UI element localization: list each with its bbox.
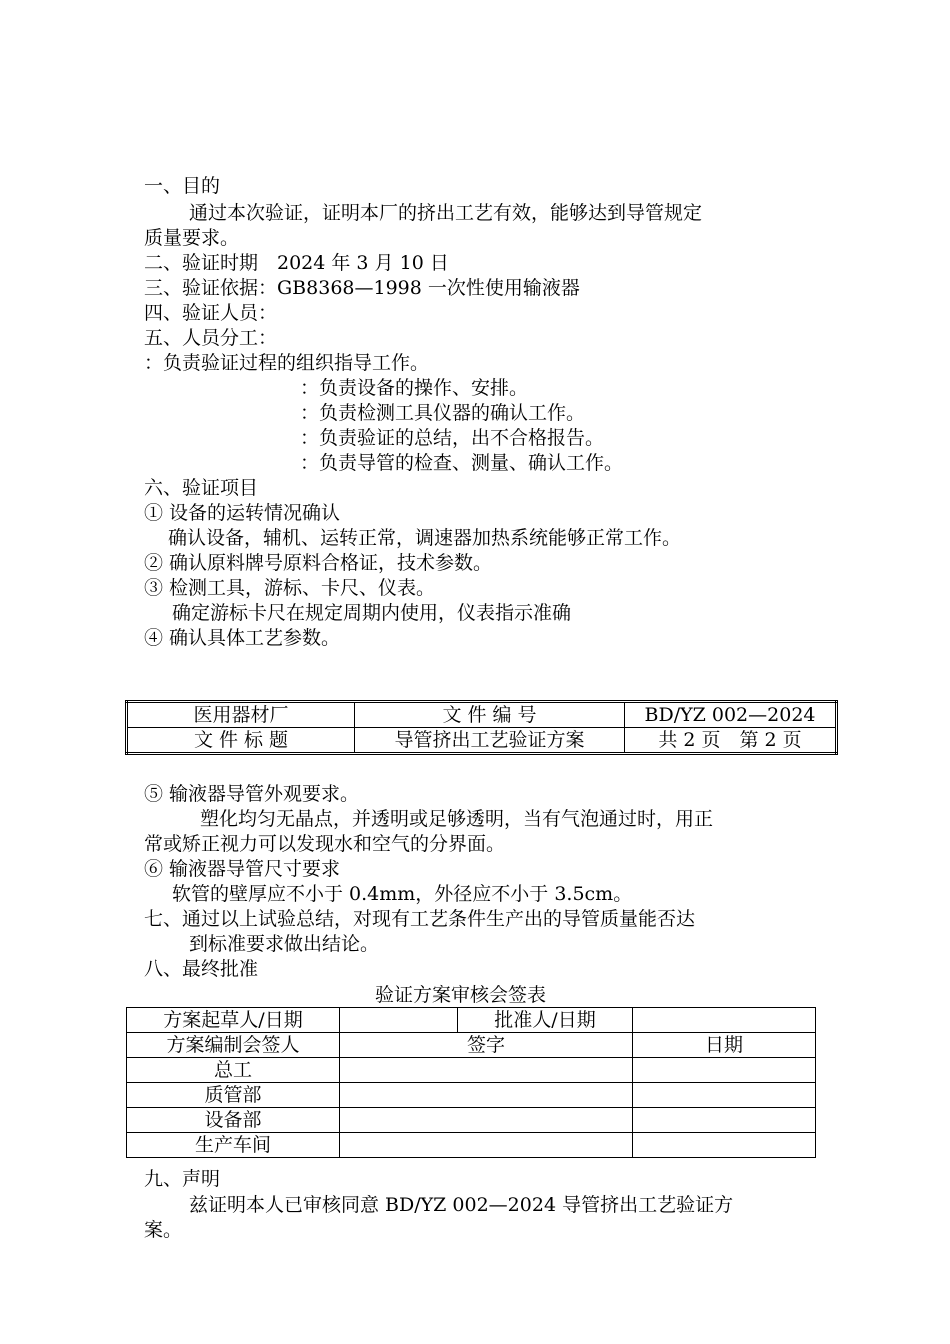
table-row [127,1058,816,1083]
dept-name: 质管部 [127,1083,340,1108]
section-3: 三、验证依据：GB8368—1998 一次性使用输液器 [144,277,580,299]
dept-name: 总工 [127,1058,340,1083]
section-1-body: 通过本次验证，证明本厂的挤出工艺有效，能够达到导管规定 [189,202,703,224]
item-3: ③ 检测工具，游标、卡尺、仪表。 [144,577,436,599]
section-7-cont: 到标准要求做出结论。 [189,933,380,955]
col-header-signature: 签字 [340,1033,633,1058]
item-6-body: 软管的壁厚应不小于 0.4mm，外径应不小于 3.5cm。 [172,883,633,905]
table-row [127,1083,816,1108]
table-row [127,1108,816,1133]
approver-label: 批准人/日期 [458,1008,633,1033]
signature-cell[interactable] [340,1108,633,1133]
item-5-body: 塑化均匀无晶点，并透明或足够透明，当有气泡通过时，用正 [200,808,714,830]
item-5: ⑤ 输液器导管外观要求。 [144,783,360,805]
duty-line: ：负责验证过程的组织指导工作。 [144,352,430,374]
drafter-label: 方案起草人/日期 [127,1008,340,1033]
duty-line: ：负责导管的检查、测量、确认工作。 [300,452,624,474]
item-6: ⑥ 输液器导管尺寸要求 [144,858,341,880]
item-2: ② 确认原料牌号原料合格证，技术参数。 [144,552,493,574]
doc-title-label: 文 件 标 题 [127,728,355,754]
signature-cell[interactable] [340,1058,633,1083]
section-9: 九、声明 [144,1168,221,1190]
section-2: 二、验证时期 2024 年 3 月 10 日 [144,252,449,274]
item-3-body: 确定游标卡尺在规定周期内使用，仪表指示准确 [172,602,572,624]
table-row [127,1133,816,1158]
date-cell[interactable] [633,1083,816,1108]
date-cell[interactable] [633,1108,816,1133]
section-9-body-cont: 案。 [144,1219,183,1241]
dept-name: 生产车间 [127,1133,340,1158]
section-1-title: 一、目的 [144,175,221,197]
document-header-table [125,700,838,755]
table-caption: 验证方案审核会签表 [375,984,547,1006]
col-header-signer: 方案编制会签人 [127,1033,340,1058]
item-1: ① 设备的运转情况确认 [144,502,341,524]
col-header-date: 日期 [633,1033,816,1058]
dept-name: 设备部 [127,1108,340,1133]
duty-line: ：负责验证的总结，出不合格报告。 [300,427,605,449]
drafter-value[interactable] [340,1008,458,1033]
section-6: 六、验证项目 [144,477,259,499]
section-1-body-cont: 质量要求。 [144,227,240,249]
company-name: 医用器材厂 [127,702,355,728]
section-4: 四、验证人员： [144,302,278,324]
date-cell[interactable] [633,1058,816,1083]
duty-line: ：负责检测工具仪器的确认工作。 [300,402,586,424]
signature-cell[interactable] [340,1083,633,1108]
approver-value[interactable] [633,1008,816,1033]
item-5-body-cont: 常或矫正视力可以发现水和空气的分界面。 [144,833,506,855]
section-9-body: 兹证明本人已审核同意 BD/YZ 002—2024 导管挤出工艺验证方 [189,1194,734,1216]
section-8: 八、最终批准 [144,958,259,980]
page-count: 共 2 页 第 2 页 [625,728,837,754]
section-7: 七、通过以上试验总结，对现有工艺条件生产出的导管质量能否达 [144,908,696,930]
date-cell[interactable] [633,1133,816,1158]
section-5: 五、人员分工： [144,327,278,349]
signature-cell[interactable] [340,1133,633,1158]
signoff-table [126,1007,816,1158]
item-4: ④ 确认具体工艺参数。 [144,627,341,649]
doc-number: BD/YZ 002—2024 [625,702,837,728]
doc-title: 导管挤出工艺验证方案 [355,728,625,754]
duty-line: ：负责设备的操作、安排。 [300,377,529,399]
doc-number-label: 文 件 编 号 [355,702,625,728]
item-1-body: 确认设备，辅机、运转正常，调速器加热系统能够正常工作。 [168,527,682,549]
